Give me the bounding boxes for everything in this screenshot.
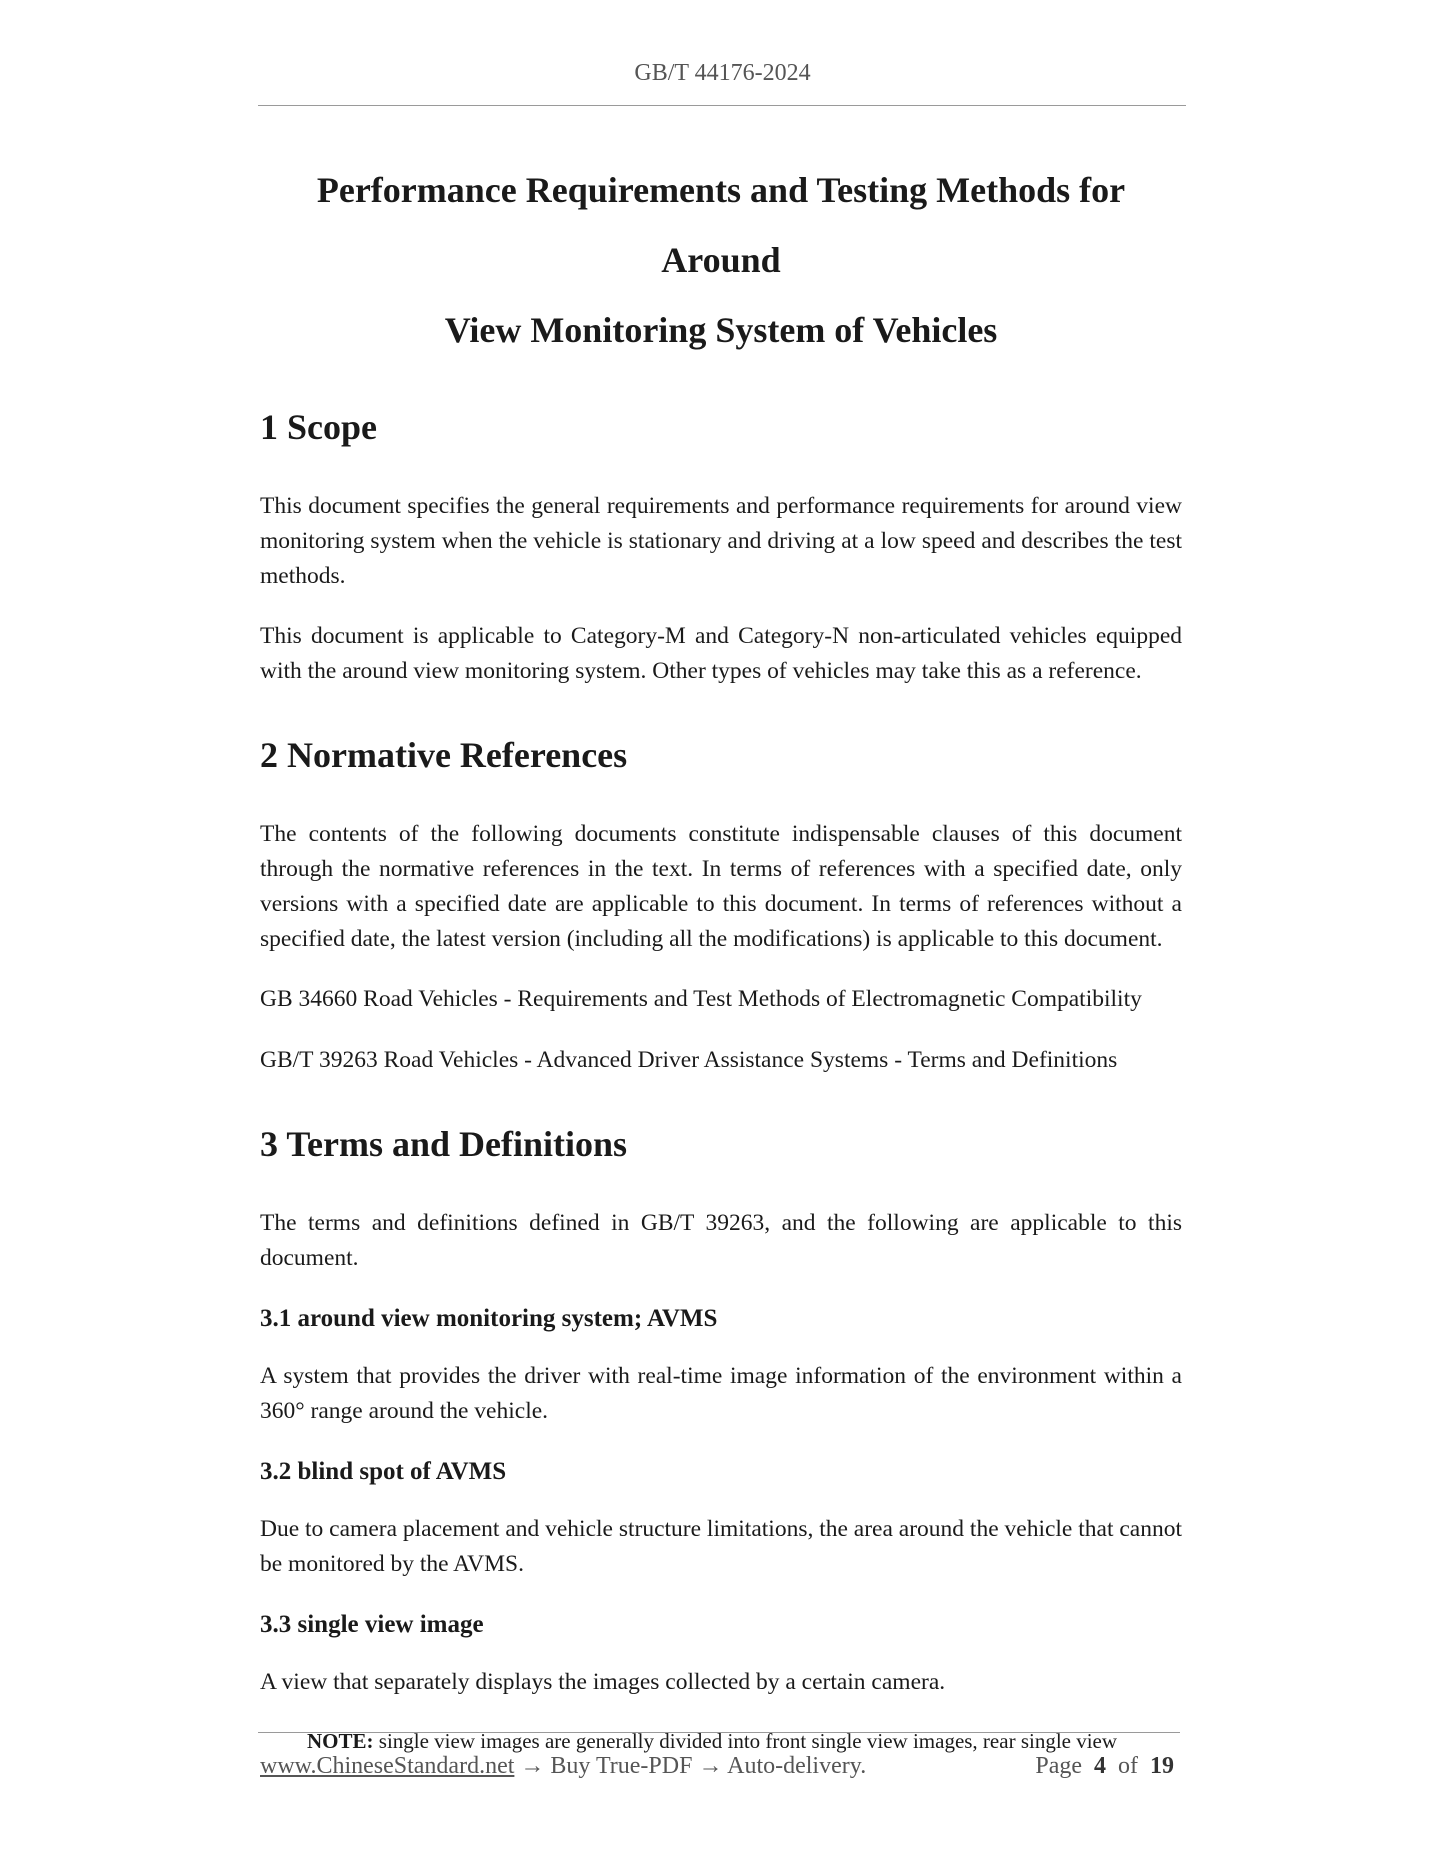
reference-item: GB 34660 Road Vehicles - Requirements and Test Methods of Electromagnetic Compatibility <box>260 986 1142 1012</box>
term-heading-3-2: 3.2 blind spot of AVMS <box>260 1458 507 1485</box>
normative-paragraph: The contents of the following documents constitute indispensable clauses of this document through the normative references in the text. In terms of references with a specified date, only versions with a specified date are applicable to this document. In terms of references without a specified date, the latest version (including all the modifications) is applicable to this document. <box>260 821 1182 952</box>
document-title-line-1: Performance Requirements and Testing Methods for Around <box>316 170 1126 280</box>
term-definition-3-3: A view that separately displays the images collected by a certain camera. <box>260 1669 946 1695</box>
term-heading-3-1: 3.1 around view monitoring system; AVMS <box>260 1305 718 1332</box>
section-heading-normative-references: 2 Normative References <box>260 735 628 775</box>
section-heading-terms: 3 Terms and Definitions <box>260 1124 628 1164</box>
page-content <box>260 155 1182 1757</box>
page-indicator <box>1035 1753 1174 1780</box>
header-standard-code: GB/T 44176-2024 <box>634 60 811 86</box>
current-page-number: 4 <box>1094 1753 1106 1779</box>
section-heading-scope: 1 Scope <box>260 407 377 447</box>
of-word: of <box>1118 1753 1138 1779</box>
page-word: Page <box>1035 1753 1082 1779</box>
term-definition-3-1: A system that provides the driver with real-time image information of the environment within a 360° range around the vehicle. <box>260 1363 1182 1424</box>
term-heading-3-3: 3.3 single view image <box>260 1611 484 1638</box>
note-label: NOTE: <box>307 1729 374 1753</box>
scope-paragraph-2: This document is applicable to Category-M and Category-N non-articulated vehicles equipped with the around view monitoring system. Other types of vehicles may take this as a reference. <box>260 623 1182 684</box>
footer-promo-text: → Buy True-PDF → Auto-delivery. <box>514 1753 867 1779</box>
term-definition-3-2: Due to camera placement and vehicle structure limitations, the area around the vehicle that cannot be monitored by the AVMS. <box>260 1516 1182 1577</box>
document-title <box>260 155 1182 365</box>
total-page-count: 19 <box>1150 1753 1174 1779</box>
reference-item: GB/T 39263 Road Vehicles - Advanced Driver Assistance Systems - Terms and Definitions <box>260 1047 1118 1073</box>
header-divider <box>258 105 1186 106</box>
note-text: single view images are generally divided into front single view images, rear single view <box>373 1729 1118 1753</box>
document-title-line-2: View Monitoring System of Vehicles <box>444 310 998 350</box>
footer-divider <box>258 1732 1180 1733</box>
footer-promo <box>260 1753 866 1780</box>
terms-paragraph: The terms and definitions defined in GB/T 39263, and the following are applicable to this document. <box>260 1210 1182 1271</box>
scope-paragraph-1: This document specifies the general requirements and performance requirements for around view monitoring system when the vehicle is stationary and driving at a low speed and describes the test methods. <box>260 493 1182 589</box>
website-link[interactable]: www.ChineseStandard.net <box>260 1753 515 1779</box>
